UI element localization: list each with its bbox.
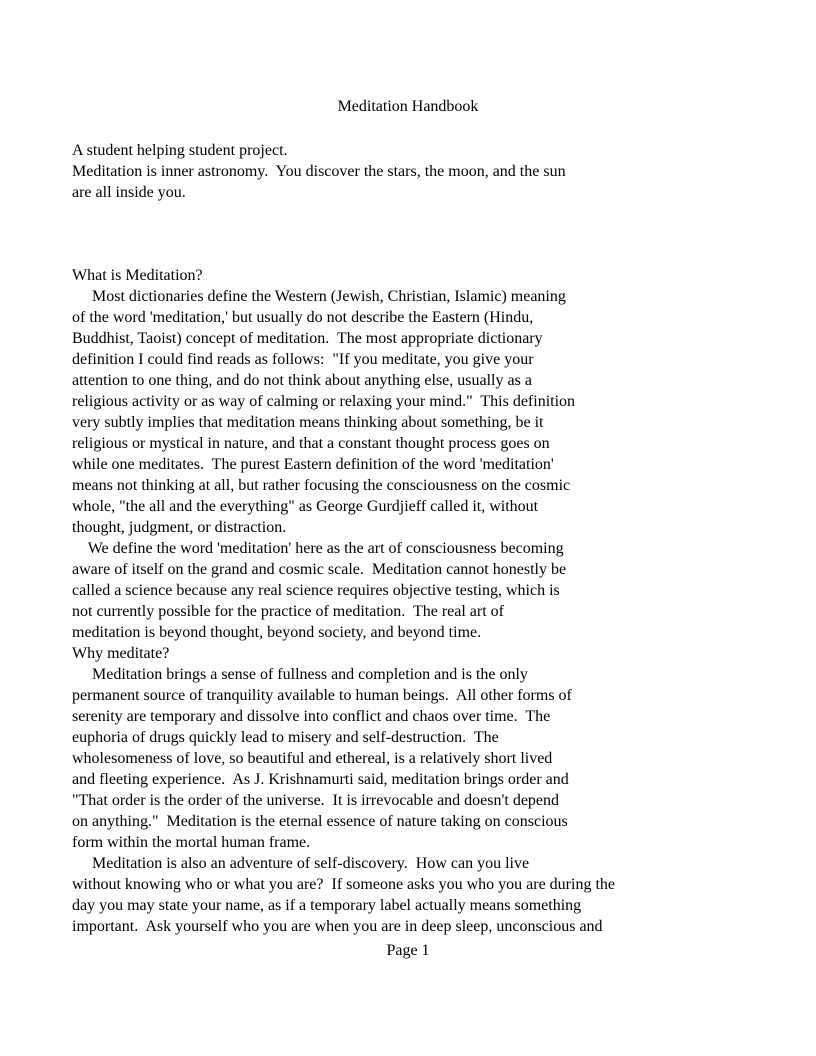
body-line: of the word 'meditation,' but usually do not describe the Eastern (Hindu, — [72, 309, 534, 326]
body-line: day you may state your name, as if a temporary label actually means something — [72, 897, 582, 914]
body-line: We define the word 'meditation' here as the art of consciousness becoming — [72, 540, 564, 557]
body-line: thought, judgment, or distraction. — [72, 519, 287, 536]
body-line: important. Ask yourself who you are when you are in deep sleep, unconscious and — [72, 918, 603, 935]
body-line: Meditation brings a sense of fullness and completion and is the only — [72, 666, 528, 683]
body-line: not currently possible for the practice of meditation. The real art of — [72, 603, 504, 620]
body-line: while one meditates. The purest Eastern definition of the word 'meditation' — [72, 456, 554, 473]
intro-line: are all inside you. — [72, 184, 186, 201]
body-line: attention to one thing, and do not think about anything else, usually as a — [72, 372, 532, 389]
body-line: serenity are temporary and dissolve into conflict and chaos over time. The — [72, 708, 551, 725]
body-line: religious activity or as way of calming or relaxing your mind." This definition — [72, 393, 576, 410]
body-line: meditation is beyond thought, beyond society, and beyond time. — [72, 624, 482, 641]
body-line: Meditation is also an adventure of self-discovery. How can you live — [72, 855, 530, 872]
section-heading: What is Meditation? — [72, 267, 203, 284]
body-line: wholesomeness of love, so beautiful and ethereal, is a relatively short lived — [72, 750, 553, 767]
page-footer: Page 1 — [386, 942, 430, 959]
body-line: euphoria of drugs quickly lead to misery and self-destruction. The — [72, 729, 499, 746]
body-line: aware of itself on the grand and cosmic scale. Meditation cannot honestly be — [72, 561, 567, 578]
body-line: permanent source of tranquility available to human beings. All other forms of — [72, 687, 572, 704]
body-line: means not thinking at all, but rather focusing the consciousness on the cosmic — [72, 477, 571, 494]
body-line: called a science because any real science requires objective testing, which is — [72, 582, 560, 599]
intro-line: Meditation is inner astronomy. You discover the stars, the moon, and the sun — [72, 163, 566, 180]
body-line: very subtly implies that meditation means thinking about something, be it — [72, 414, 544, 431]
body-line: without knowing who or what you are? If someone asks you who you are during the — [72, 876, 615, 893]
intro-line: A student helping student project. — [72, 142, 288, 159]
section-heading: Why meditate? — [72, 645, 170, 662]
body-line: form within the mortal human frame. — [72, 834, 311, 851]
body-line: "That order is the order of the universe. It is irrevocable and doesn't depend — [72, 792, 560, 809]
body-line: Buddhist, Taoist) concept of meditation. The most appropriate dictionary — [72, 330, 543, 347]
body-line: on anything." Meditation is the eternal essence of nature taking on conscious — [72, 813, 568, 830]
body-line: whole, "the all and the everything" as George Gurdjieff called it, without — [72, 498, 539, 515]
document-title: Meditation Handbook — [337, 98, 479, 115]
body-line: Most dictionaries define the Western (Jewish, Christian, Islamic) meaning — [72, 288, 566, 305]
body-line: definition I could find reads as follows: "If you meditate, you give your — [72, 351, 534, 368]
body-line: and fleeting experience. As J. Krishnamurti said, meditation brings order and — [72, 771, 569, 788]
body-line: religious or mystical in nature, and that a constant thought process goes on — [72, 435, 550, 452]
